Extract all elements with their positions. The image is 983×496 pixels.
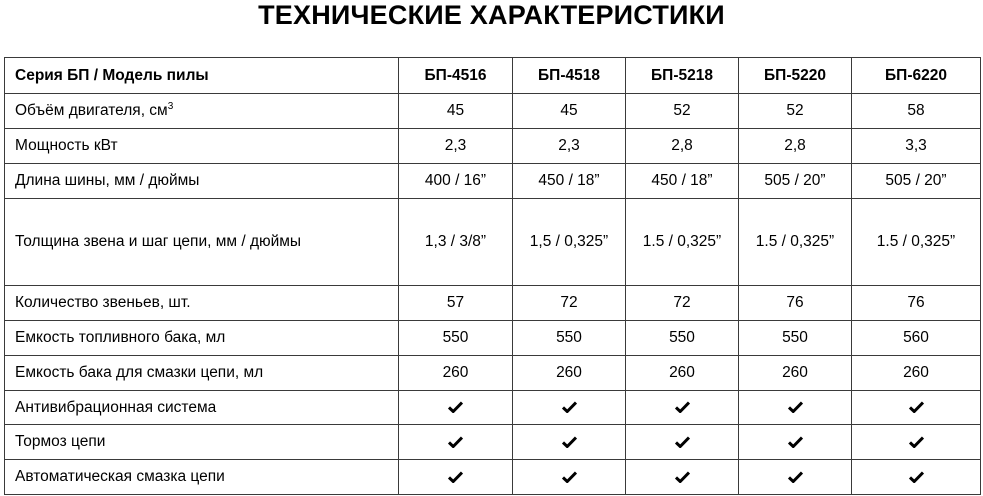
table-cell: 550 xyxy=(513,321,626,356)
checkmark-icon xyxy=(675,401,690,413)
checkmark-icon xyxy=(562,401,577,413)
table-row xyxy=(5,129,981,164)
table-cell: 45 xyxy=(513,94,626,129)
checkmark-icon xyxy=(448,436,463,448)
table-cell xyxy=(626,425,739,460)
checkmark-icon xyxy=(909,436,924,448)
table-row xyxy=(5,356,981,391)
checkmark-icon xyxy=(562,436,577,448)
table-cell: 2,3 xyxy=(399,129,513,164)
header-label: Серия БП / Модель пилы xyxy=(5,58,399,94)
table-cell: 505 / 20” xyxy=(739,164,852,199)
table-cell: 2,8 xyxy=(739,129,852,164)
table-cell: 52 xyxy=(739,94,852,129)
header-model: БП-5218 xyxy=(626,58,739,94)
checkmark-icon xyxy=(675,436,690,448)
table-cell: 450 / 18” xyxy=(513,164,626,199)
row-label-text: Объём двигателя, см xyxy=(15,102,168,119)
header-model: БП-6220 xyxy=(852,58,981,94)
table-cell: 72 xyxy=(626,286,739,321)
checkmark-icon xyxy=(788,436,803,448)
row-label: Емкость топливного бака, мл xyxy=(5,321,399,356)
table-row xyxy=(5,460,981,495)
table-cell: 52 xyxy=(626,94,739,129)
table-cell xyxy=(399,425,513,460)
checkmark-icon xyxy=(675,471,690,483)
row-label: Автоматическая смазка цепи xyxy=(5,460,399,495)
row-label xyxy=(5,94,399,129)
table-cell: 76 xyxy=(739,286,852,321)
table-cell: 550 xyxy=(739,321,852,356)
table-cell: 505 / 20” xyxy=(852,164,981,199)
table-cell xyxy=(626,391,739,425)
table-row xyxy=(5,94,981,129)
table-row xyxy=(5,391,981,425)
table-cell: 1,5 / 0,325” xyxy=(513,199,626,286)
table-cell: 3,3 xyxy=(852,129,981,164)
table-row xyxy=(5,164,981,199)
row-label: Длина шины, мм / дюймы xyxy=(5,164,399,199)
table-cell: 260 xyxy=(513,356,626,391)
table-cell xyxy=(852,460,981,495)
table-cell xyxy=(852,391,981,425)
table-row xyxy=(5,321,981,356)
table-cell: 1.5 / 0,325” xyxy=(852,199,981,286)
table-row xyxy=(5,286,981,321)
row-label: Мощность кВт xyxy=(5,129,399,164)
table-cell: 550 xyxy=(399,321,513,356)
table-cell: 260 xyxy=(399,356,513,391)
checkmark-icon xyxy=(562,471,577,483)
table-cell: 1.5 / 0,325” xyxy=(626,199,739,286)
page-title: ТЕХНИЧЕСКИЕ ХАРАКТЕРИСТИКИ xyxy=(258,0,725,30)
table-cell: 1,3 / 3/8” xyxy=(399,199,513,286)
header-model: БП-4516 xyxy=(399,58,513,94)
table-cell: 1.5 / 0,325” xyxy=(739,199,852,286)
checkmark-icon xyxy=(788,401,803,413)
table-header-row xyxy=(5,58,981,94)
table-cell: 450 / 18” xyxy=(626,164,739,199)
checkmark-icon xyxy=(788,471,803,483)
table-cell xyxy=(513,425,626,460)
table-row xyxy=(5,199,981,286)
table-cell: 260 xyxy=(739,356,852,391)
table-cell xyxy=(513,391,626,425)
table-cell: 2,3 xyxy=(513,129,626,164)
table-cell: 550 xyxy=(626,321,739,356)
table-cell: 400 / 16” xyxy=(399,164,513,199)
table-cell xyxy=(739,391,852,425)
checkmark-icon xyxy=(909,471,924,483)
table-cell: 260 xyxy=(626,356,739,391)
checkmark-icon xyxy=(909,401,924,413)
row-label: Количество звеньев, шт. xyxy=(5,286,399,321)
checkmark-icon xyxy=(448,401,463,413)
table-cell: 72 xyxy=(513,286,626,321)
checkmark-icon xyxy=(448,471,463,483)
header-model: БП-5220 xyxy=(739,58,852,94)
table-cell xyxy=(626,460,739,495)
table-cell xyxy=(513,460,626,495)
table-cell xyxy=(852,425,981,460)
header-model: БП-4518 xyxy=(513,58,626,94)
table-cell: 57 xyxy=(399,286,513,321)
table-cell: 58 xyxy=(852,94,981,129)
table-cell: 45 xyxy=(399,94,513,129)
row-label: Емкость бака для смазки цепи, мл xyxy=(5,356,399,391)
table-cell xyxy=(399,391,513,425)
table-cell xyxy=(399,460,513,495)
table-row xyxy=(5,425,981,460)
table-cell xyxy=(739,460,852,495)
table-cell: 2,8 xyxy=(626,129,739,164)
table-cell: 76 xyxy=(852,286,981,321)
row-label: Антивибрационная система xyxy=(5,391,399,425)
table-cell xyxy=(739,425,852,460)
row-label: Толщина звена и шаг цепи, мм / дюймы xyxy=(5,199,399,286)
row-label: Тормоз цепи xyxy=(5,425,399,460)
specs-table xyxy=(4,57,981,495)
table-cell: 260 xyxy=(852,356,981,391)
table-cell: 560 xyxy=(852,321,981,356)
unit-superscript: 3 xyxy=(167,100,174,112)
